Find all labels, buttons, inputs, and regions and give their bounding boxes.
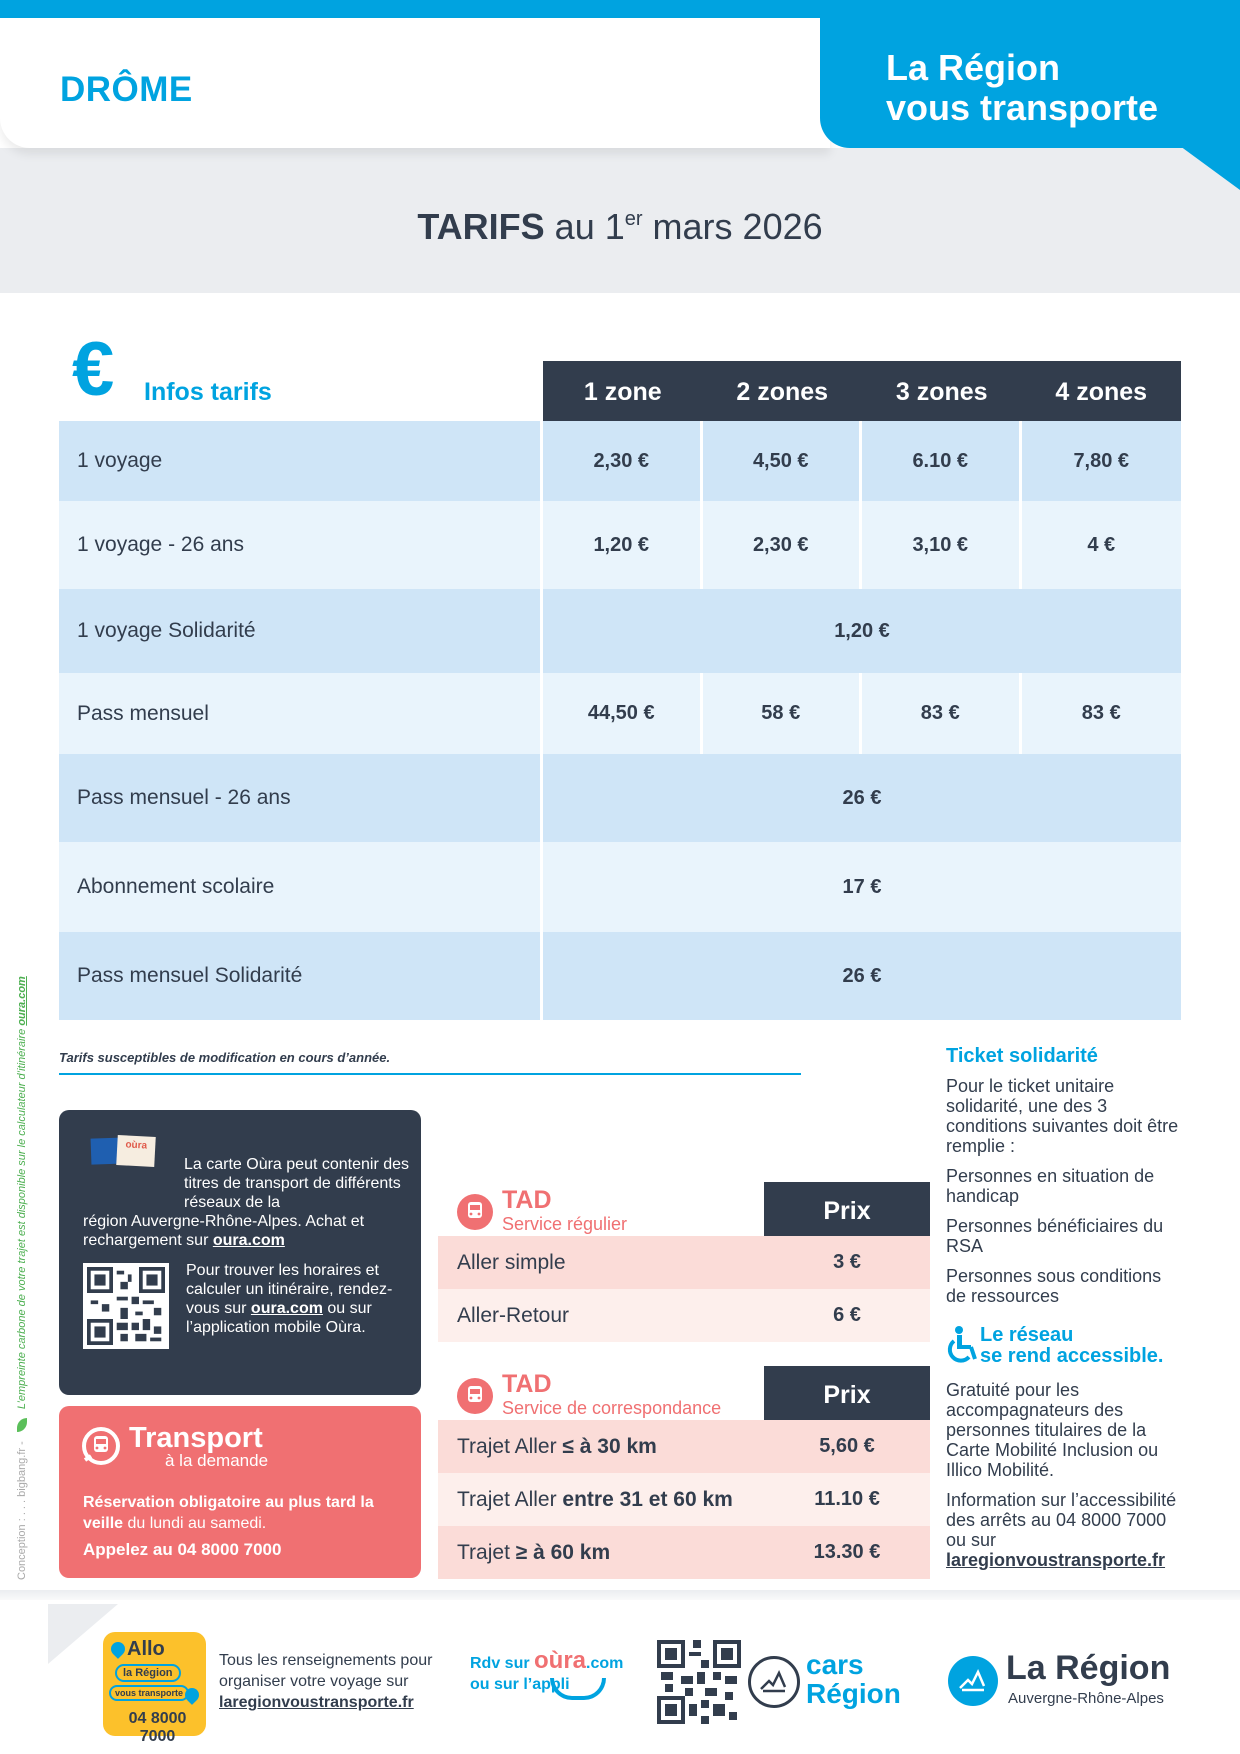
title-rest2: mars 2026 — [642, 206, 823, 247]
price-cell: 2,30 € — [543, 421, 703, 501]
divider — [59, 1073, 801, 1075]
solidarity-title: Ticket solidarité — [946, 1045, 1098, 1067]
oura-text-2a: Pour trouver les horaires et calculer un itinéraire, rendez-vous sur — [186, 1262, 393, 1317]
oura-text-1b-main: région Auvergne-Rhône-Alpes. Achat et rechargement sur — [83, 1213, 365, 1249]
region-logo-title: La Région — [1006, 1649, 1171, 1687]
zone-header: 4 zones — [1055, 378, 1148, 406]
cars-line2: Région — [806, 1678, 901, 1709]
table-row — [438, 1526, 930, 1579]
table-row — [59, 842, 1181, 932]
table-row — [59, 589, 1181, 673]
row-label: Pass mensuel — [59, 673, 543, 754]
tad-regular-subtitle: Service régulier — [502, 1214, 628, 1234]
tad-box-text — [83, 1492, 403, 1534]
slogan — [886, 48, 1158, 128]
wheelchair-icon — [945, 1325, 977, 1365]
accessibility-title — [980, 1325, 1163, 1367]
price-header: Prix — [764, 1182, 930, 1236]
tad-box-subtitle: à la demande — [165, 1451, 269, 1470]
price-cell: 44,50 € — [543, 673, 703, 754]
price-cell: 4 € — [1087, 533, 1116, 556]
cars-region-logo — [806, 1650, 901, 1708]
footer-info-text: Tous les renseignements pour organiser votre voyage sur — [219, 1652, 433, 1690]
footer-info — [219, 1650, 464, 1713]
slogan-line1: La Région — [886, 47, 1061, 88]
allo-line3: vous transporte — [109, 1685, 189, 1701]
price-cell: 11.10 € — [814, 1488, 880, 1510]
rdv-line2: ou sur l’appli — [470, 1676, 570, 1693]
accessibility-section — [946, 1380, 1186, 1570]
table-row — [438, 1289, 930, 1342]
price-cell: 6.10 € — [862, 421, 1022, 501]
page-title — [0, 206, 1240, 248]
zone-header: 1 zone — [583, 378, 662, 406]
row-label-a: Trajet Aller — [457, 1487, 563, 1511]
table-row — [59, 754, 1181, 842]
price-cell-span: 1,20 € — [834, 619, 890, 642]
tad-corresp-table — [438, 1366, 930, 1579]
cars-line1: cars — [806, 1649, 864, 1680]
zone-header-row — [543, 361, 1181, 421]
phone-bus-icon — [455, 1192, 495, 1232]
price-cell: 6 € — [833, 1304, 861, 1326]
row-label: Pass mensuel Solidarité — [59, 932, 543, 1020]
row-label-b: entre 31 et 60 km — [562, 1487, 733, 1511]
row-label-a: Trajet Aller — [457, 1434, 563, 1458]
euro-icon: € — [72, 327, 115, 412]
row-label-b: ≥ à 60 km — [515, 1540, 611, 1564]
price-cell: 3,10 € — [862, 501, 1022, 589]
title-bold: TARIFS — [417, 206, 545, 247]
tad-info-box — [59, 1406, 421, 1578]
price-cell: 3 € — [833, 1251, 861, 1273]
tarif-table — [59, 421, 1181, 1020]
tad-box-title: Transport — [129, 1422, 263, 1454]
allo-line2: la Région — [115, 1664, 181, 1682]
infos-tarifs-label: Infos tarifs — [144, 378, 272, 406]
zone-header: 2 zones — [736, 378, 829, 406]
tad-corresp-subtitle: Service de correspondance — [502, 1398, 722, 1418]
solidarity-condition: Personnes en situation de handicap — [946, 1166, 1155, 1206]
oura-link[interactable]: oura.com — [250, 1300, 323, 1317]
oura-app-promo — [470, 1647, 624, 1695]
region-website-link[interactable]: laregionvoustransporte.fr — [219, 1694, 414, 1711]
oura-card-label: oùra — [116, 1135, 156, 1167]
allo-logo — [103, 1632, 206, 1745]
rdv-suffix: .com — [586, 1655, 624, 1672]
solidarity-condition: Personnes sous conditions de ressources — [946, 1266, 1162, 1306]
department-name: DRÔME — [60, 70, 193, 109]
region-mountain-icon — [948, 1656, 998, 1706]
row-label — [438, 1488, 764, 1512]
price-cell: 1,20 € — [543, 501, 703, 589]
accessibility-text1: Gratuité pour les accompagnateurs des personnes titulaires de la Carte Mobilité Inclusion ou Illico Mobilité. — [946, 1380, 1159, 1480]
row-label: 1 voyage Solidarité — [59, 589, 543, 673]
phone-bus-icon — [455, 1376, 495, 1416]
tad-regular-table — [438, 1182, 930, 1342]
phone-bus-icon — [81, 1426, 121, 1466]
accessibility-text2 — [946, 1490, 1186, 1570]
region-logo-subtitle: Auvergne-Rhône-Alpes — [1008, 1690, 1164, 1707]
tad-box-phone: Appelez au 04 8000 7000 — [83, 1540, 282, 1559]
zone-header: 3 zones — [895, 378, 988, 406]
price-cell: 58 € — [703, 673, 863, 754]
oura-link[interactable]: oura.com — [212, 1232, 285, 1249]
row-label: Pass mensuel - 26 ans — [59, 754, 543, 842]
credit-text: Conception : . . . bigbang.fr - — [16, 1441, 28, 1580]
side-note — [16, 900, 28, 1580]
oura-text-1a: La carte Oùra peut contenir des titres de transport de différents réseaux de la — [184, 1156, 410, 1211]
slogan-line2: vous transporte — [886, 87, 1159, 128]
map-pin-icon — [108, 1639, 128, 1659]
accessibility-title-line2: se rend accessible. — [980, 1345, 1164, 1367]
table-row — [59, 673, 1181, 754]
accessibility-title-line1: Le réseau — [980, 1324, 1074, 1346]
region-website-link[interactable]: laregionvoustransporte.fr — [946, 1550, 1166, 1570]
tad-box-text-bold: Réservation obligatoire au plus tard la veille — [83, 1494, 374, 1532]
qr-code-icon — [83, 1263, 169, 1349]
cars-region-mountain-icon — [748, 1656, 800, 1708]
oura-logo: oùra — [534, 1647, 587, 1674]
price-cell: 5,60 € — [819, 1435, 875, 1457]
price-cell: 83 € — [1081, 702, 1121, 724]
solidarity-section — [946, 1046, 1186, 1306]
price-cell-span: 26 € — [842, 964, 882, 987]
oura-text-1b — [83, 1212, 413, 1250]
price-cell: 7,80 € — [1073, 449, 1130, 472]
price-cell: 4,50 € — [703, 421, 863, 501]
tad-regular-header — [438, 1182, 930, 1236]
price-cell-span: 17 € — [842, 875, 882, 898]
solidarity-intro: Pour le ticket unitaire solidarité, une des 3 conditions suivantes doit être remplie : — [946, 1076, 1179, 1156]
tariff-note: Tarifs susceptibles de modification en cours d’année. — [59, 1050, 391, 1065]
tad-box-text-rest: du lundi au samedi. — [123, 1515, 267, 1532]
carbon-text: L’empreinte carbone de votre trajet est disponible sur le calculateur d’itinéraire — [16, 1025, 28, 1410]
allo-line1: Allo — [127, 1638, 165, 1660]
qr-code-icon[interactable] — [657, 1640, 741, 1724]
oura-card-icon — [91, 1136, 155, 1168]
price-header: Prix — [764, 1366, 930, 1420]
rdv-text: Rdv sur — [470, 1655, 535, 1672]
table-row — [59, 501, 1181, 589]
tad-corresp-header — [438, 1366, 930, 1420]
row-label: 1 voyage - 26 ans — [59, 501, 543, 589]
table-row — [59, 421, 1181, 501]
table-row — [59, 932, 1181, 1020]
table-row — [438, 1420, 930, 1473]
row-label-b: ≤ à 30 km — [562, 1434, 657, 1458]
row-label — [438, 1435, 764, 1459]
title-rest1: au 1 — [544, 206, 625, 247]
oura-text-2 — [186, 1261, 411, 1337]
table-row — [438, 1236, 930, 1289]
price-cell: 2,30 € — [703, 501, 863, 589]
row-label: Aller simple — [457, 1250, 566, 1274]
row-label: 1 voyage — [59, 421, 543, 501]
price-cell: 13.30 € — [813, 1541, 881, 1563]
tad-corresp-title: TAD — [502, 1370, 552, 1398]
row-label: Abonnement scolaire — [59, 842, 543, 932]
solidarity-condition: Personnes bénéficiaires du RSA — [946, 1216, 1164, 1256]
allo-phone: 04 8000 7000 — [128, 1710, 187, 1745]
table-row — [438, 1473, 930, 1526]
accessibility-text2-main: Information sur l’accessibilité des arrêts au 04 8000 7000 ou sur — [946, 1490, 1177, 1550]
tad-regular-title: TAD — [502, 1186, 552, 1214]
price-cell: 83 € — [862, 673, 1022, 754]
row-label — [438, 1541, 764, 1565]
row-label: Aller-Retour — [457, 1303, 570, 1327]
price-cell-span: 26 € — [842, 786, 882, 809]
oura-text-2b: ou sur l’application mobile Oùra. — [186, 1300, 372, 1336]
carbon-link[interactable]: oura.com — [16, 976, 28, 1026]
leaf-icon — [17, 1418, 27, 1432]
row-label-a: Trajet — [457, 1540, 516, 1564]
title-sup: er — [624, 208, 643, 230]
oura-info-box — [59, 1110, 421, 1395]
